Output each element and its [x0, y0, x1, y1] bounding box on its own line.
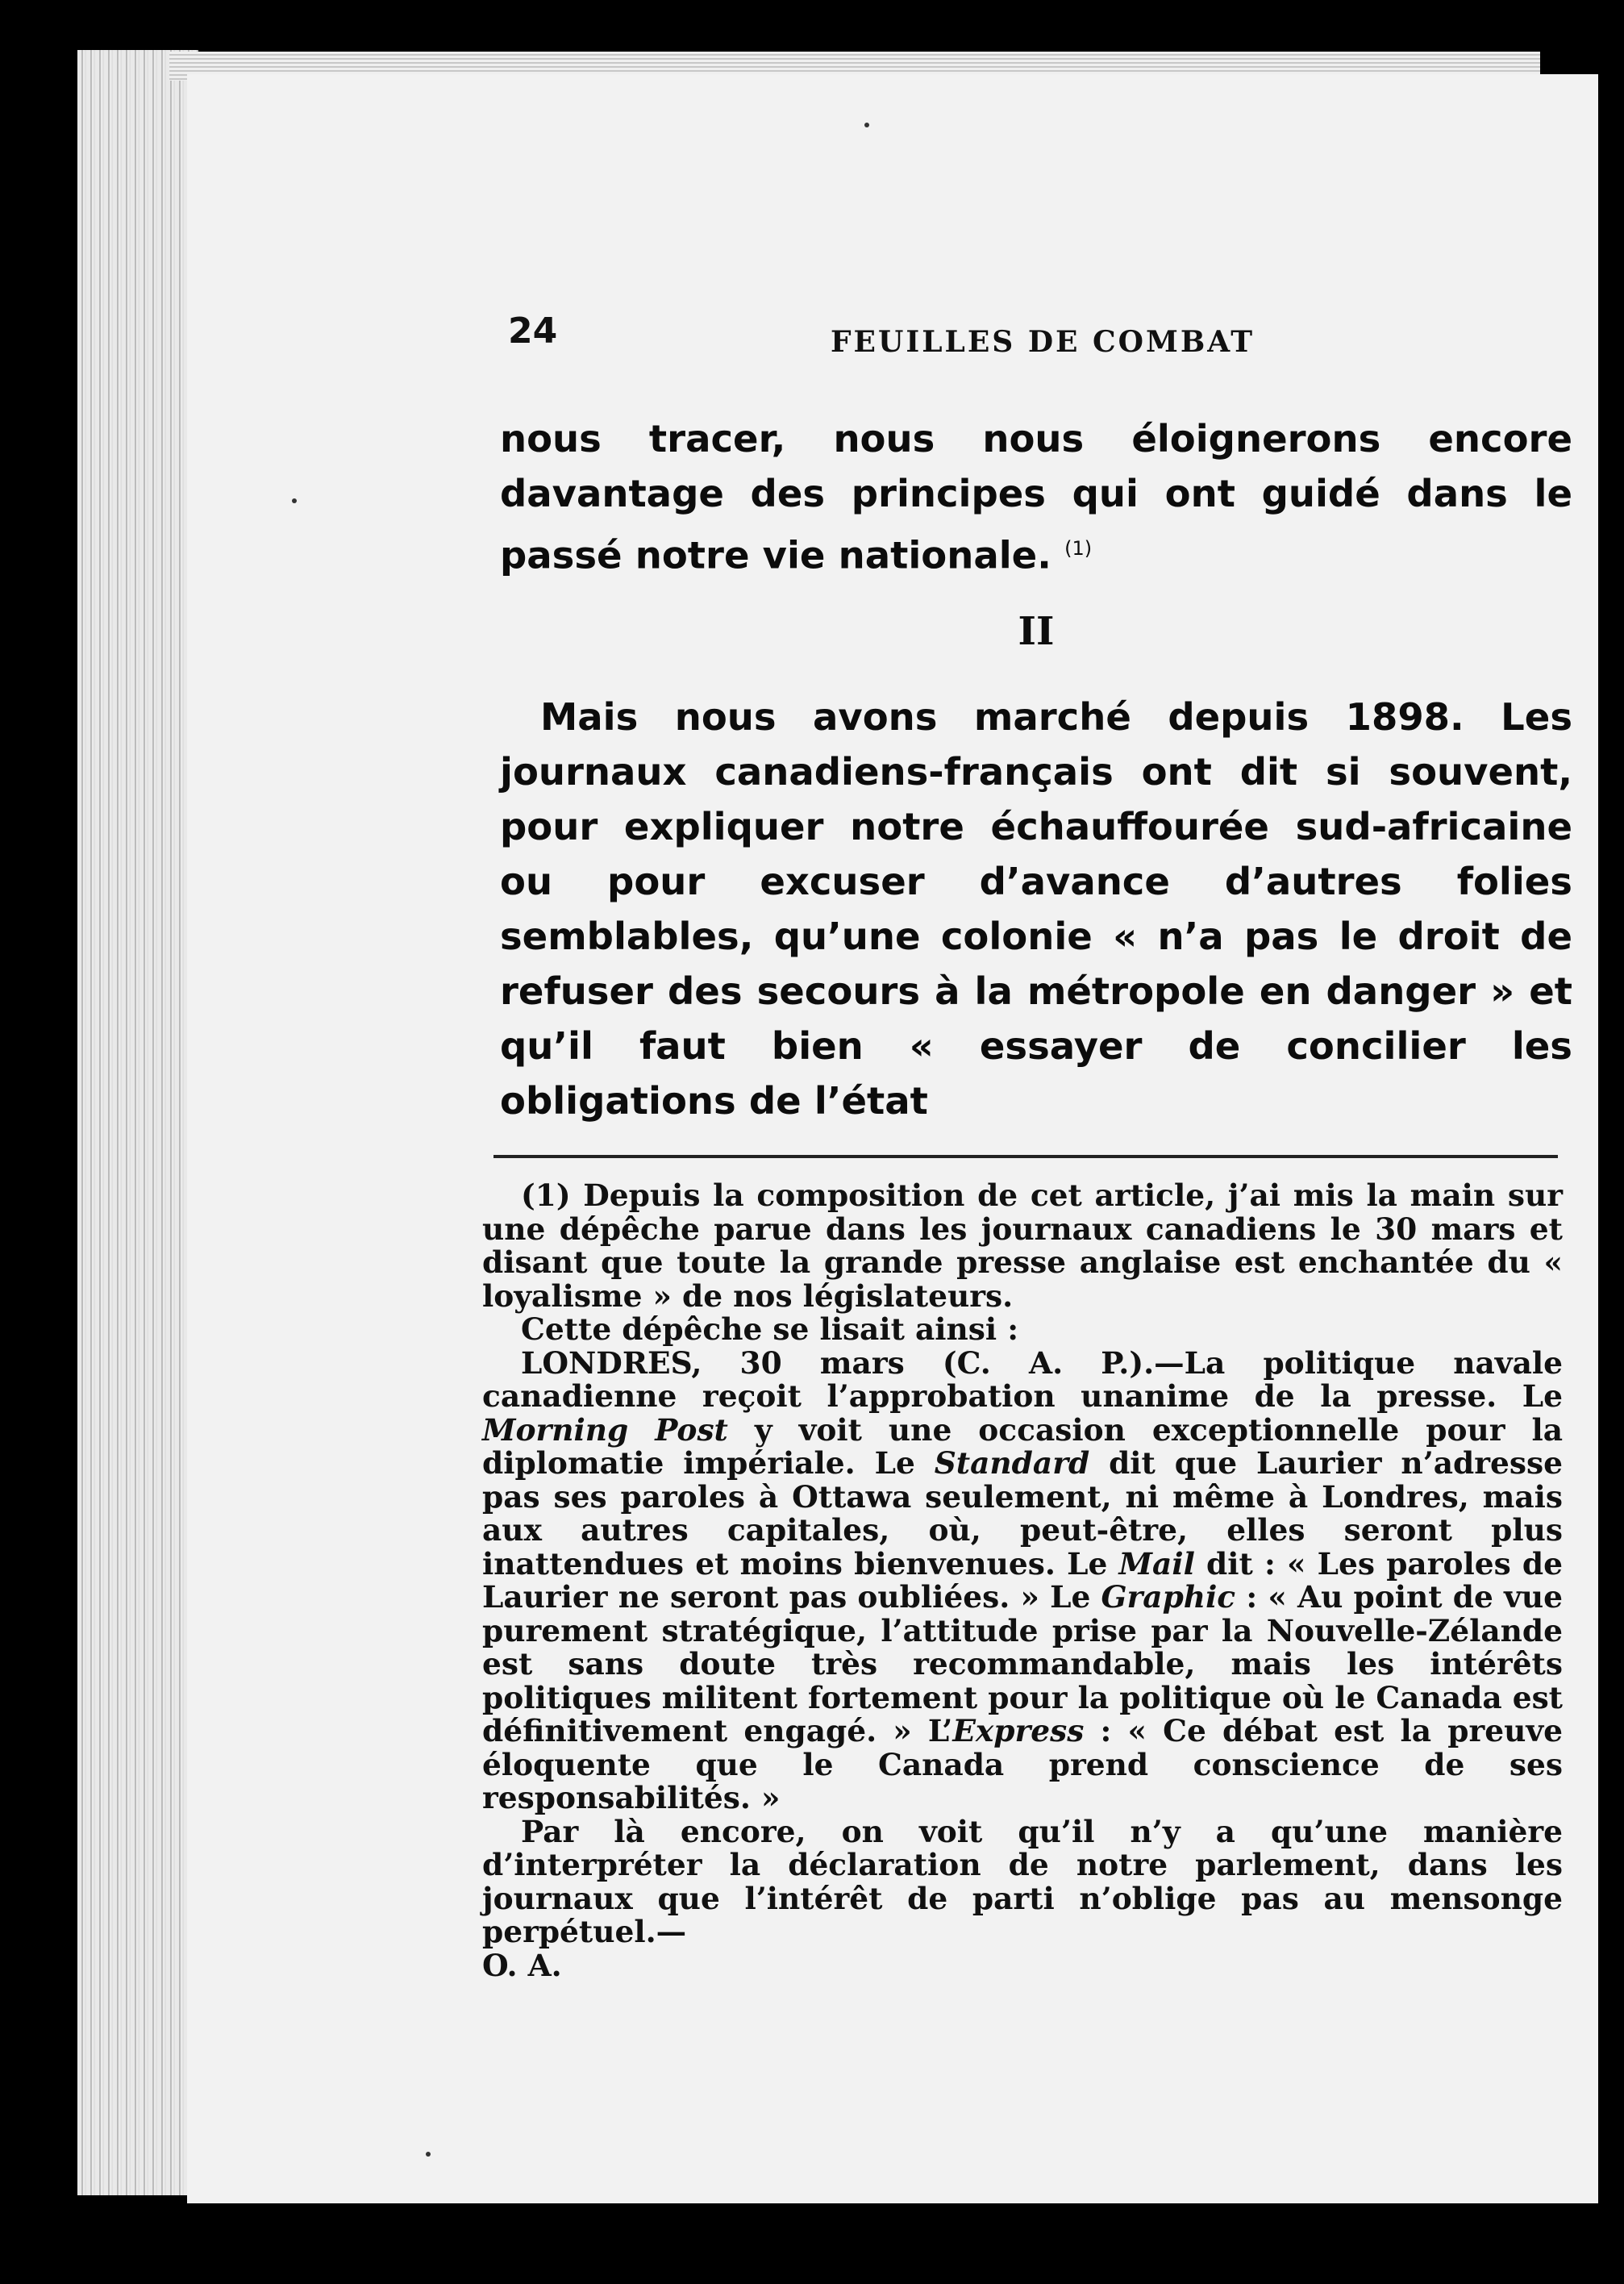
newspaper-title: Express: [952, 1713, 1085, 1748]
page-number: 24: [508, 311, 558, 352]
newspaper-title: Graphic: [1101, 1579, 1236, 1615]
footnote-text: y voit une occasion exceptionnelle pour la diplomatie impériale. Le: [482, 1411, 1563, 1481]
continuation-text: nous tracer, nous nous éloignerons encore davantage des principes qui ont guidé dans le passé notre vie nationale.: [500, 417, 1572, 577]
footnote-reference[interactable]: (1): [1064, 537, 1093, 560]
scan-speck: [292, 498, 297, 503]
footnote-paragraph: (1) Depuis la composition de cet article, j’ai mis la main sur une dépêche parue dans les journaux canadiens le 30 mars et disant que toute la grande presse anglaise est enchantée du « loyalisme » de nos législateurs.: [482, 1177, 1563, 1314]
footnote-block: [482, 1179, 1563, 1982]
footnote-text: dit : « Les paroles de Laurier ne seront pas oubliées. » Le: [482, 1545, 1563, 1615]
footnote-text: : « Au point de vue purement stratégique, l’attitude prise par la Nouvelle-Zélande est sans doute très recommandable, mais les intérêts politiques militent fortement pour la politique où le Canada est définitivement engagé. » L’: [482, 1579, 1563, 1748]
footnote-paragraph: Par là encore, on voit qu’il n’y a qu’une manière d’interpréter la déclaration de notre parlement, dans les journaux que l’intérêt de parti n’oblige pas au mensonge perpétuel.—: [482, 1813, 1563, 1949]
footnote-text: : « Ce débat est la preuve éloquente que le Canada prend conscience de ses responsabilités. »: [482, 1713, 1563, 1815]
newspaper-title: Standard: [934, 1445, 1090, 1481]
scan-speck: [426, 2152, 431, 2157]
footnote-text: LONDRES, 30 mars (C. A. P.).—La politique navale canadienne reçoit l’approbation unanime de la presse. Le: [482, 1344, 1563, 1414]
scan-speck: [864, 123, 869, 127]
main-text: [500, 411, 1572, 1128]
footnote-signature: O. A.: [482, 1947, 562, 1983]
page-header: [508, 311, 1597, 359]
footnote-divider: [493, 1155, 1558, 1158]
newspaper-title: Morning Post: [482, 1411, 728, 1448]
running-title: FEUILLES DE COMBAT: [831, 325, 1255, 359]
footnote-paragraph: Cette dépêche se lisait ainsi :: [521, 1311, 1019, 1347]
book-page-edges: [77, 50, 198, 2195]
newspaper-title: Mail: [1118, 1545, 1195, 1582]
body-paragraph: Mais nous avons marché depuis 1898. Les journaux canadiens-français ont dit si souvent, pour expliquer notre échauffourée sud-africaine ou pour excuser d’avance d’autres folies semblables, qu’une colonie « n’a pas le droit de refuser des secours à la métropole en danger » et qu’il faut bien « essayer de concilier les obligations de l’état: [500, 694, 1572, 1123]
footnote-quote-paragraph: [482, 1344, 1563, 1815]
section-numeral: II: [1018, 608, 1055, 654]
continuation-paragraph: [500, 411, 1572, 583]
footnote-text: dit que Laurier n’adresse pas ses paroles à Ottawa seulement, ni même à Londres, mais aux autres capitales, où, peut-être, elles seront plus inattendues et moins bienvenues. Le: [482, 1445, 1563, 1582]
